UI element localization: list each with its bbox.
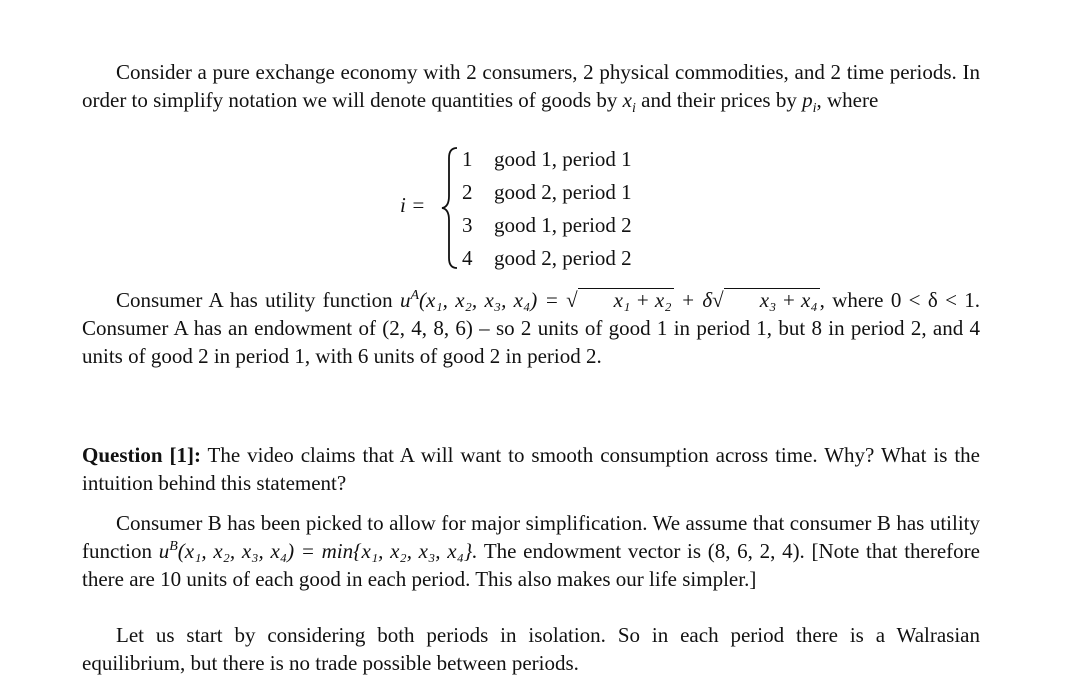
sup-a: A bbox=[410, 288, 420, 303]
plus-delta: + δ bbox=[673, 288, 713, 312]
utility-args: (x₁, x₂, x₃, x₄) = bbox=[419, 288, 567, 312]
case-number: 4 bbox=[462, 246, 473, 270]
case-row bbox=[462, 243, 632, 273]
question-text: The video claims that A will want to smooth consumption across time. Why? What is the intuition behind this statement? bbox=[82, 443, 980, 495]
intro-text: Consider a pure exchange economy with 2 consumers, 2 physical commodities, and 2 time periods. In order to simplify notation we will denote quantities of goods by bbox=[82, 60, 980, 112]
var-p: p bbox=[802, 88, 813, 112]
case-row bbox=[462, 177, 632, 207]
case-text: good 2, period 1 bbox=[494, 180, 632, 204]
case-text: good 1, period 1 bbox=[494, 147, 632, 171]
case-number: 3 bbox=[462, 213, 473, 237]
intro-paragraph bbox=[82, 58, 980, 117]
utility-args-b: (x₁, x₂, x₃, x₄) = min{x₁, x₂, x₃, x₄}. bbox=[177, 539, 478, 563]
case-number: 2 bbox=[462, 180, 473, 204]
case-text: good 2, period 2 bbox=[494, 246, 632, 270]
case-row bbox=[462, 210, 632, 240]
intro-mid: and their prices by bbox=[635, 88, 803, 112]
utility-u-b: u bbox=[158, 539, 170, 563]
left-brace-icon bbox=[440, 146, 460, 270]
consumer-a-lead: Consumer A has utility function bbox=[116, 288, 400, 312]
endowment-a-text: Consumer A has an endowment of (2, 4, 8, 6) – so 2 units of good 1 in period 1, but 8 in period 2, and 4 units of good 2 in period 1, with 6 units of good 2 in period 2. bbox=[82, 316, 980, 368]
isolation-paragraph bbox=[82, 621, 980, 677]
consumer-b-paragraph bbox=[82, 509, 980, 593]
intro-end: , where bbox=[816, 88, 879, 112]
sqrt-term-2: x₃ + x₄ bbox=[724, 288, 820, 311]
sub-i: i bbox=[632, 101, 636, 117]
sqrt-icon: √ bbox=[566, 288, 578, 312]
cases-lhs: i = bbox=[400, 193, 426, 217]
question-label: Question [1]: bbox=[82, 443, 201, 467]
delta-condition: , where 0 < δ < 1. bbox=[819, 288, 980, 312]
utility-u: u bbox=[399, 288, 411, 312]
sub-i-2: i bbox=[812, 101, 817, 117]
endowment-b-text: The endowment vector is (8, 6, 2, 4). [Note that therefore there are 10 units of each good in each period. This also makes our life simpler.] bbox=[82, 539, 980, 591]
question-paragraph bbox=[82, 441, 980, 497]
case-text: good 1, period 2 bbox=[494, 213, 632, 237]
sqrt-term-1: x₁ + x₂ bbox=[578, 288, 674, 311]
consumer-a-paragraph bbox=[82, 286, 980, 370]
isolation-text: Let us start by considering both periods in isolation. So in each period there is a Walrasian equilibrium, but there is no trade possible between periods. bbox=[82, 623, 980, 675]
case-row bbox=[462, 144, 632, 174]
consumer-b-lead: Consumer B has been picked to allow for major simplification. We assume that consumer B has utility function bbox=[82, 511, 980, 563]
sup-b: B bbox=[169, 539, 178, 554]
case-number: 1 bbox=[462, 147, 473, 171]
var-x: x bbox=[622, 88, 632, 112]
sqrt-icon: √ bbox=[712, 288, 724, 312]
